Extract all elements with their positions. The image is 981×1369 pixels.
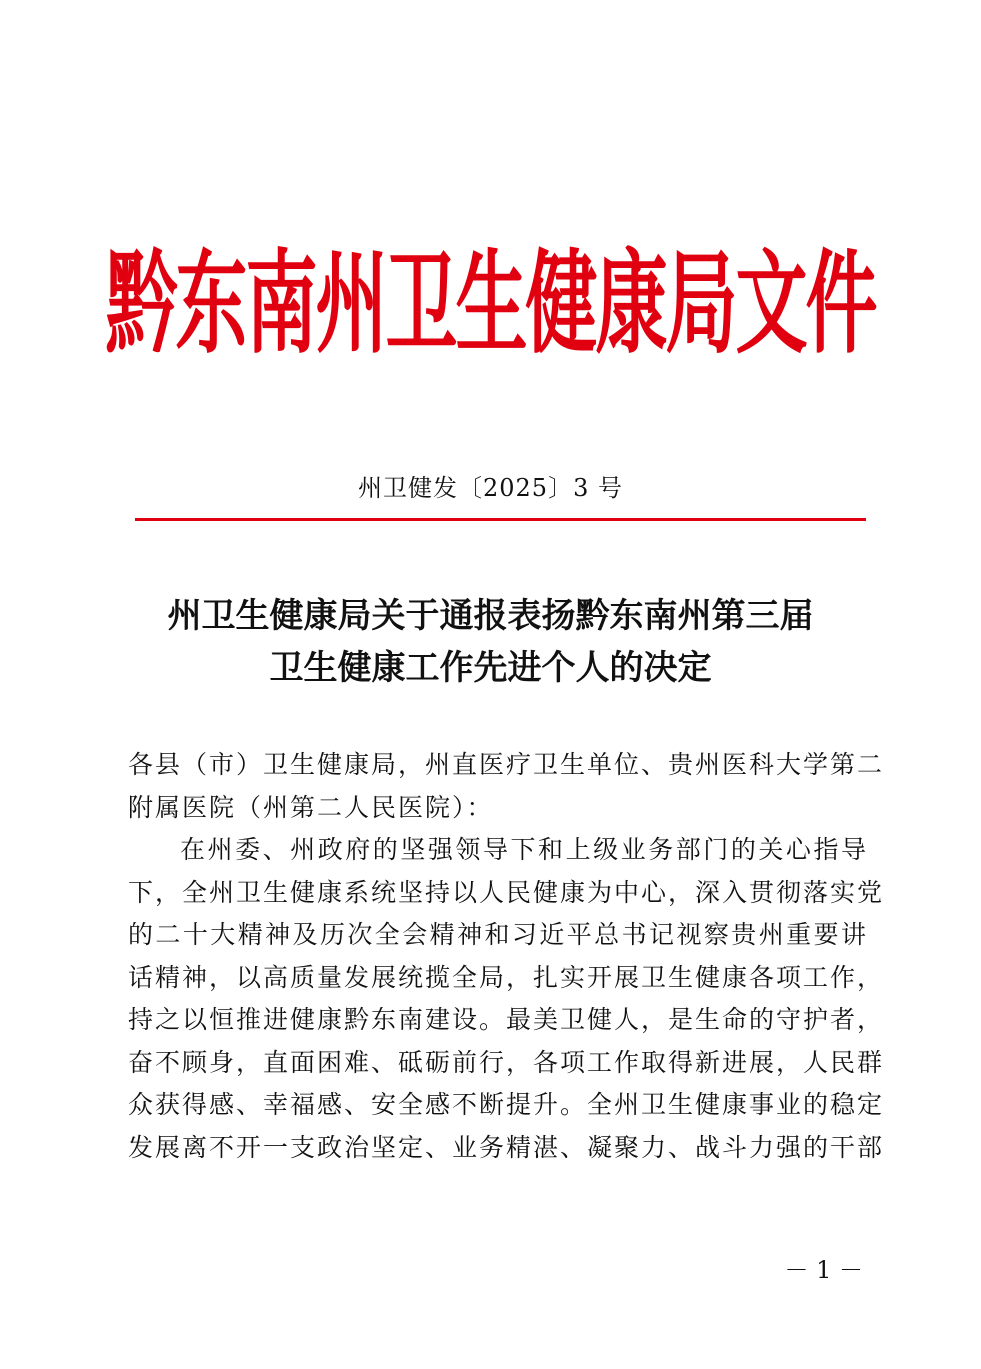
document-title-line-1: 州卫生健康局关于通报表扬黔东南州第三届 [167,596,814,636]
addressee-line: 附属医院（州第二人民医院）： [128,792,494,822]
document-body [128,744,885,1169]
paragraph-line: 在州委、州政府的坚强领导下和上级业务部门的关心指导 [180,835,868,864]
document-title-line-2: 卫生健康工作先进个人的决定 [269,648,712,688]
addressee-line: 各县（市）卫生健康局，州直医疗卫生单位、贵州医科大学第二 [128,750,885,779]
paragraph-line: 持之以恒推进健康黔东南建设。最美卫健人，是生命的守护者， [128,1005,885,1034]
paragraph-line: 下，全州卫生健康系统坚持以人民健康为中心，深入贯彻落实党 [128,877,885,907]
paragraph-line: 的二十大精神及历次全会精神和习近平总书记视察贵州重要讲 [128,920,868,949]
red-divider-line [135,518,866,521]
paragraph-line: 发展离不开一支政治坚定、业务精湛、凝聚力、战斗力强的干部 [128,1132,885,1162]
document-masthead: 黔东南州卫生健康局文件 [105,237,876,369]
paragraph-line: 奋不顾身，直面困难、砥砺前行，各项工作取得新进展，人民群 [128,1047,885,1077]
paragraph-line: 话精神，以高质量发展统揽全局，扎实开展卫生健康各项工作， [128,962,885,992]
paragraph-line: 众获得感、幸福感、安全感不断提升。全州卫生健康事业的稳定 [128,1090,885,1119]
page-number: － 1 － [784,1256,863,1284]
document-title [100,590,881,694]
document-number: 州卫健发〔2025〕3 号 [358,474,623,502]
